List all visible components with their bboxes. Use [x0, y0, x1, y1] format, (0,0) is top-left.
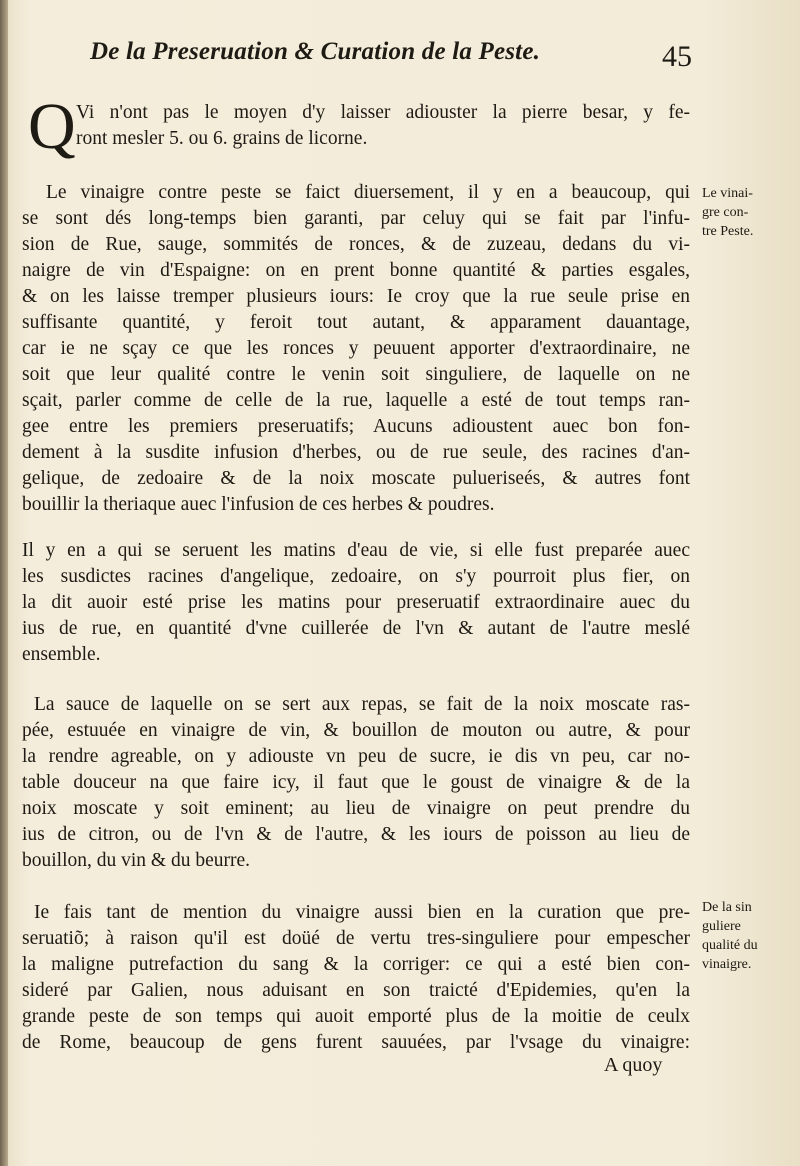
text-line: la dit auoir esté prise les matins pour preseruatif extraordinaire auec du	[22, 592, 690, 613]
note-line: De la sin	[702, 900, 752, 915]
text-line: noix moscate y soit eminent; au lieu de vinaigre on peut prendre du	[22, 798, 690, 819]
note-line: qualité du	[702, 938, 758, 953]
text-line: Il y en a qui se seruent les matins d'eau de vie, si elle fust preparée auec	[22, 540, 690, 561]
note-line: Le vinai-	[702, 186, 753, 201]
text-line: & on les laisse tremper plusieurs iours: Ie croy que la rue seule prise en	[22, 286, 690, 307]
text-line: sçait, parler comme de celle de la rue, laquelle a esté de tout temps ran-	[22, 390, 690, 411]
text-line: se sont dés long-temps bien garanti, par celuy qui se fait par l'infu-	[22, 208, 690, 229]
text-line: ensemble.	[22, 644, 101, 665]
text-line: grande peste de son temps qui auoit emporté plus de la moitie de ceulx	[22, 1006, 690, 1027]
text-line: naigre de vin d'Espaigne: on en prent bonne quantité & parties esgales,	[22, 260, 690, 281]
note-line: tre Peste.	[702, 224, 754, 239]
text-line: table douceur na que faire icy, il faut que le goust de vinaigre & de la	[22, 772, 690, 793]
catchword: A quoy	[604, 1054, 663, 1076]
text-line: gelique, de zedoaire & de la noix moscate pulueriseés, & autres font	[22, 468, 690, 489]
paragraph-3	[22, 538, 690, 668]
text-line: pée, estuuée en vinaigre de vin, & bouillon de mouton ou autre, & pour	[22, 720, 690, 741]
text-line: bouillir la theriaque auec l'infusion de ces herbes & poudres.	[22, 494, 495, 515]
text-line: ront mesler 5. ou 6. grains de licorne.	[76, 128, 368, 149]
text-line: ius de rue, en quantité d'vne cuillerée de l'vn & autant de l'autre meslé	[22, 618, 690, 639]
drop-cap: Q	[28, 90, 76, 163]
note-line: vinaigre.	[702, 957, 752, 972]
text-line: Vi n'ont pas le moyen d'y laisser adiouster la pierre besar, y fe-	[76, 102, 690, 123]
marginal-note-vinaigre	[702, 184, 797, 241]
text-line: soit que leur qualité contre le venin soit singuliere, de laquelle on ne	[22, 364, 690, 385]
paragraph-1	[76, 100, 690, 152]
text-line: sion de Rue, sauge, sommités de ronces, & de zuzeau, dedans du vi-	[22, 234, 690, 255]
text-line: La sauce de laquelle on se sert aux repas, se fait de la noix moscate ras-	[34, 694, 690, 715]
text-line: ius de citron, ou de l'vn & de l'autre, & les iours de poisson au lieu de	[22, 824, 690, 845]
text-line: les susdictes racines d'angelique, zedoaire, on s'y pourroit plus fier, on	[22, 566, 690, 587]
note-line: gre con-	[702, 205, 749, 220]
page-spine-shadow	[0, 0, 8, 1166]
marginal-note-qualite	[702, 898, 797, 974]
text-line: seruatiõ; à raison qu'il est doüé de vertu tres-singuliere pour empescher	[22, 928, 690, 949]
text-line: la maligne putrefaction du sang & la corriger: ce qui a esté bien con-	[22, 954, 690, 975]
paragraph-4	[22, 692, 690, 874]
text-line: sideré par Galien, nous aduisant en son traicté d'Epidemies, qu'en la	[22, 980, 690, 1001]
paragraph-2	[22, 180, 690, 518]
page-number: 45	[662, 40, 692, 73]
text-line: suffisante quantité, y feroit tout autant, & apparament dauantage,	[22, 312, 690, 333]
text-line: gee entre les premiers preseruatifs; Aucuns adioustent auec bon fon-	[22, 416, 690, 437]
paragraph-5	[22, 900, 690, 1056]
text-line: Le vinaigre contre peste se faict diuersement, il y en a beaucoup, qui	[46, 182, 690, 203]
text-line: dement à la susdite infusion d'herbes, ou de rue seule, des racines d'an-	[22, 442, 690, 463]
text-line: bouillon, du vin & du beurre.	[22, 850, 251, 871]
text-line: de Rome, beaucoup de gens furent sauuées, par l'vsage du vinaigre:	[22, 1032, 690, 1053]
text-line: la rendre agreable, on y adiouste vn peu de sucre, ie dis vn peu, car no-	[22, 746, 690, 767]
running-title: De la Preseruation & Curation de la Peste.	[90, 38, 541, 65]
text-line: Ie fais tant de mention du vinaigre aussi bien en la curation que pre-	[34, 902, 690, 923]
note-line: guliere	[702, 919, 741, 934]
text-line: car ie ne sçay ce que les ronces y peuuent apporter d'extraordinaire, ne	[22, 338, 690, 359]
